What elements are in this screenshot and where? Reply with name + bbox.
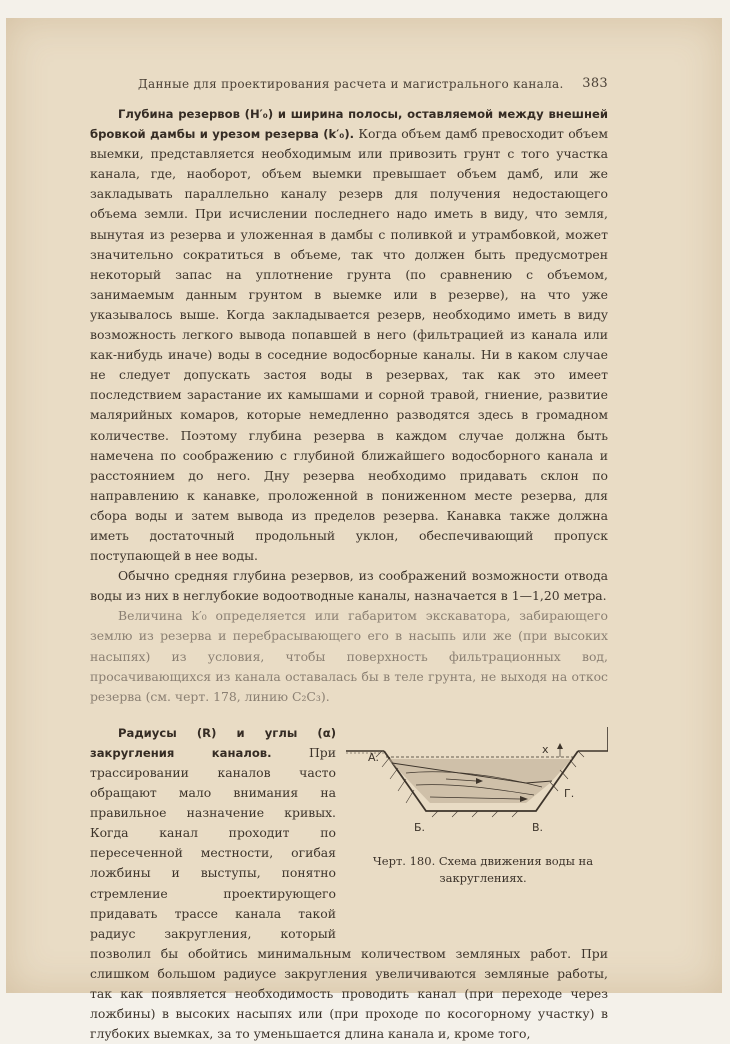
paragraph-k0: Величина k′₀ определяется или габаритом экскаватора, забирающего землю из резерва и перебрасывающего его в насыпь или же (при высоких насыпях) из условия, чтобы поверхность фильтрационных вод, просачивающихся из канала оставалась бы в теле грунта, не выходя на откос резерва (см. черт. 178, линию C₂C₃). — [90, 608, 608, 704]
paragraph-depth: Обычно средняя глубина резервов, из соображений возможности отвода воды из них в неглубокие водоотводные каналы, назначается в 1—1,20 метра. — [90, 568, 608, 604]
paragraph-text: При трассировании каналов часто обращают мало внимания на правильное назначение кривых. Когда канал проходит по пересеченной местности, огибая ложбины и выступы, понятно стремление проектирующего придавать трассе канала такой радиус закругления, который позволил бы обойтись минимальным количеством земляных работ. При слишком большом радиусе закругления увеличиваются земляные работы, так как появляется необходимость проводить канал (при переходе через ложбины) в высоких насыпях или (при проходе по косогорному участку) в глубоких выемках, за то уменьшается длина канала и, кроме того, — [90, 744, 608, 1042]
section-radii — [90, 723, 608, 1044]
label-a: А. — [368, 750, 380, 764]
running-header — [138, 74, 608, 94]
label-g: Г. — [564, 786, 575, 800]
paragraph-reserves — [90, 104, 608, 566]
paragraph-text: Когда объем дамб превосходит объем выемки, представляется необходимым или привозить грунт с того участка канала, где, наоборот, объем выемки превышает объем дамб, или же закладывать параллельно каналу резерв для получения недостающего объема земли. При исчислении последнего надо иметь в виду, что земля, вынутая из резерва и уложенная в дамбы с поливкой и утрамбовкой, может значительно сократиться в объеме, так что должен быть предусмотрен некоторый запас на уплотнение грунта (по сравнению с объемом, занимаемым данным грунтом в выемке или в резерве), на что уже указывалось выше. Когда закладывается резерв, необходимо иметь в виду возможность легкого вывода попавшей в него (фильтрацией из канала или как-нибудь иначе) воды в соседние водосборные каналы. Ни в каком случае не следует допускать застоя воды в резервах, так как это имеет последствием зарастание их камышами и сорной травой, гниение, развитие малярийных комаров, которые немедленно разводятся здесь в громадном количестве. Поэтому глубина резерва в каждом случае должна быть намечена по соображению с глубиной ближайшего водосборного канала и расстоянием до него. Дну резерва необходимо придавать склон по направлению к канавке, проложенной в пониженном месте резерва, для сбора воды и затем вывода из пределов резерва. Канавка также должна иметь достаточный продольный уклон, обеспечивающий пропуск поступающей в нее воды. — [90, 126, 608, 564]
label-b: Б. — [414, 820, 426, 834]
page-body — [90, 104, 608, 1044]
label-v: В. — [532, 820, 544, 834]
figure-180 — [346, 727, 608, 935]
page-number: 383 — [582, 76, 608, 91]
paragraph-heading: Радиусы (R) и углы (α) закругления каналов. — [90, 725, 336, 760]
channel-cross-section-diagram — [346, 727, 608, 853]
header-title: Данные для проектирования расчета и магистрального канала. — [138, 77, 564, 91]
label-x: x — [542, 742, 549, 756]
figure-caption: Черт. 180. Схема движения воды на закруглениях. — [372, 853, 594, 885]
paragraph-heading: Глубина резервов (H′₀) и ширина полосы, оставляемой между внешней бровкой дамбы и урезом резерва (k′₀). — [90, 107, 608, 142]
